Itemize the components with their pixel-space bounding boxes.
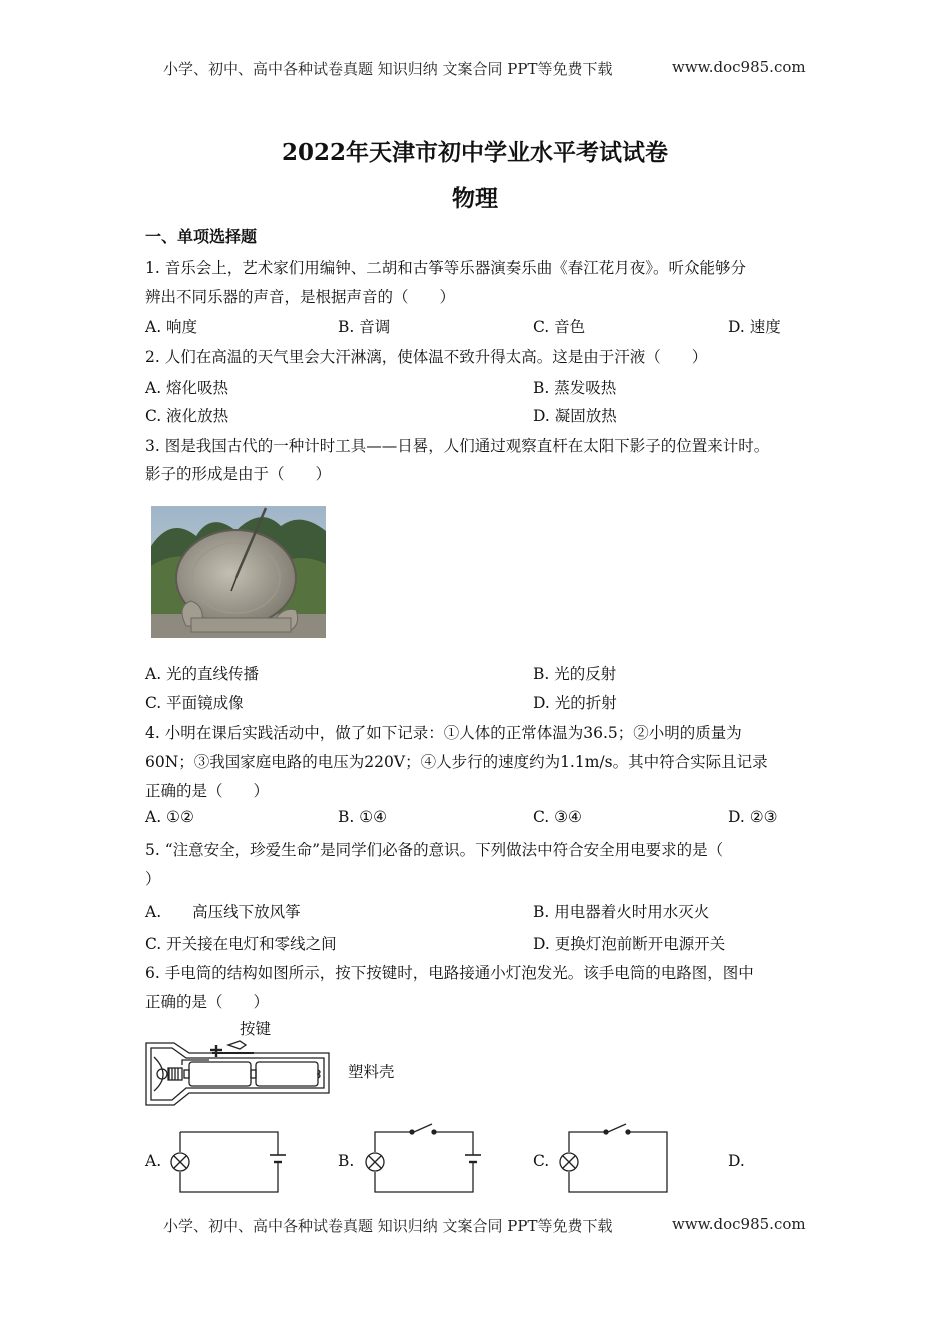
- q5-stem-line2: ）: [145, 870, 161, 888]
- q1-stem-line1: 1. 音乐会上，艺术家们用编钟、二胡和古筝等乐器演奏乐曲《春江花月夜》。听众能够分: [145, 259, 746, 277]
- header-promo-text: 小学、初中、高中各种试卷真题 知识归纳 文案合同 PPT等免费下载: [163, 60, 613, 78]
- q5-option-d[interactable]: D. 更换灯泡前断开电源开关: [533, 935, 726, 953]
- sundial-photo: [151, 506, 326, 638]
- q3-stem-line1: 3. 图是我国古代的一种计时工具——日晷，人们通过观察直杆在太阳下影子的位置来计时。: [145, 437, 770, 455]
- q1-option-c[interactable]: C. 音色: [533, 318, 586, 336]
- circuit-c[interactable]: [556, 1122, 676, 1196]
- label-button: 按键: [240, 1020, 272, 1038]
- q5-option-a[interactable]: A. 高压线下放风筝: [145, 903, 301, 921]
- q6-option-c[interactable]: C.: [533, 1152, 550, 1170]
- q1-option-d[interactable]: D. 速度: [728, 318, 781, 336]
- q1-stem-line2: 辨出不同乐器的声音，是根据声音的（ ）: [145, 288, 456, 306]
- switch-icon: [414, 1124, 432, 1132]
- q4-option-b[interactable]: B. ①④: [338, 808, 388, 826]
- label-plastic-shell: 塑料壳: [348, 1063, 395, 1081]
- q3-stem-line2: 影子的形成是由于（ ）: [145, 465, 332, 483]
- q3-option-b[interactable]: B. 光的反射: [533, 665, 617, 683]
- q5-stem-line1: 5. “注意安全，珍爱生命”是同学们必备的意识。下列做法中符合安全用电要求的是（: [145, 841, 724, 859]
- q6-option-a[interactable]: A.: [145, 1152, 162, 1170]
- q4-option-d[interactable]: D. ②③: [728, 808, 778, 826]
- switch-icon: [608, 1124, 626, 1132]
- exam-title: 2022年天津市初中学业水平考试试卷: [281, 139, 668, 166]
- q5-option-c[interactable]: C. 开关接在电灯和零线之间: [145, 935, 337, 953]
- q2-option-a[interactable]: A. 熔化吸热: [145, 379, 229, 397]
- q1-option-a[interactable]: A. 响度: [145, 318, 198, 336]
- q3-option-a[interactable]: A. 光的直线传播: [145, 665, 260, 683]
- q3-option-d[interactable]: D. 光的折射: [533, 694, 617, 712]
- q6-stem-line2: 正确的是（ ）: [145, 993, 270, 1011]
- q4-stem-line3: 正确的是（ ）: [145, 782, 270, 800]
- q1-option-b[interactable]: B. 音调: [338, 318, 391, 336]
- footer-site-link[interactable]: www.doc985.com: [672, 1215, 806, 1233]
- q2-option-b[interactable]: B. 蒸发吸热: [533, 379, 617, 397]
- circuit-a[interactable]: [167, 1128, 287, 1196]
- flashlight-diagram: [144, 1035, 344, 1113]
- q4-option-c[interactable]: C. ③④: [533, 808, 582, 826]
- q6-stem-line1: 6. 手电筒的结构如图所示，按下按键时，电路接通小灯泡发光。该手电筒的电路图，图中: [145, 964, 754, 982]
- q2-option-c[interactable]: C. 液化放热: [145, 407, 229, 425]
- exam-subject: 物理: [452, 185, 498, 212]
- q4-stem-line1: 4. 小明在课后实践活动中，做了如下记录：①人体的正常体温为36.5；②小明的质量为: [145, 724, 742, 742]
- q3-option-c[interactable]: C. 平面镜成像: [145, 694, 244, 712]
- q2-stem-line1: 2. 人们在高温的天气里会大汗淋漓，使体温不致升得太高。这是由于汗液（ ）: [145, 348, 708, 366]
- circuit-b[interactable]: [362, 1122, 482, 1196]
- header-site-link[interactable]: www.doc985.com: [672, 58, 806, 76]
- q5-option-b[interactable]: B. 用电器着火时用水灭火: [533, 903, 710, 921]
- section-heading: 一、单项选择题: [145, 227, 258, 246]
- q6-option-b[interactable]: B.: [338, 1152, 355, 1170]
- q2-option-d[interactable]: D. 凝固放热: [533, 407, 617, 425]
- q4-option-a[interactable]: A. ①②: [145, 808, 194, 826]
- q6-option-d[interactable]: D.: [728, 1152, 745, 1170]
- footer-promo-text: 小学、初中、高中各种试卷真题 知识归纳 文案合同 PPT等免费下载: [163, 1217, 613, 1235]
- q4-stem-line2: 60N；③我国家庭电路的电压为220V；④人步行的速度约为1.1m/s。其中符合实际且记录: [145, 753, 768, 771]
